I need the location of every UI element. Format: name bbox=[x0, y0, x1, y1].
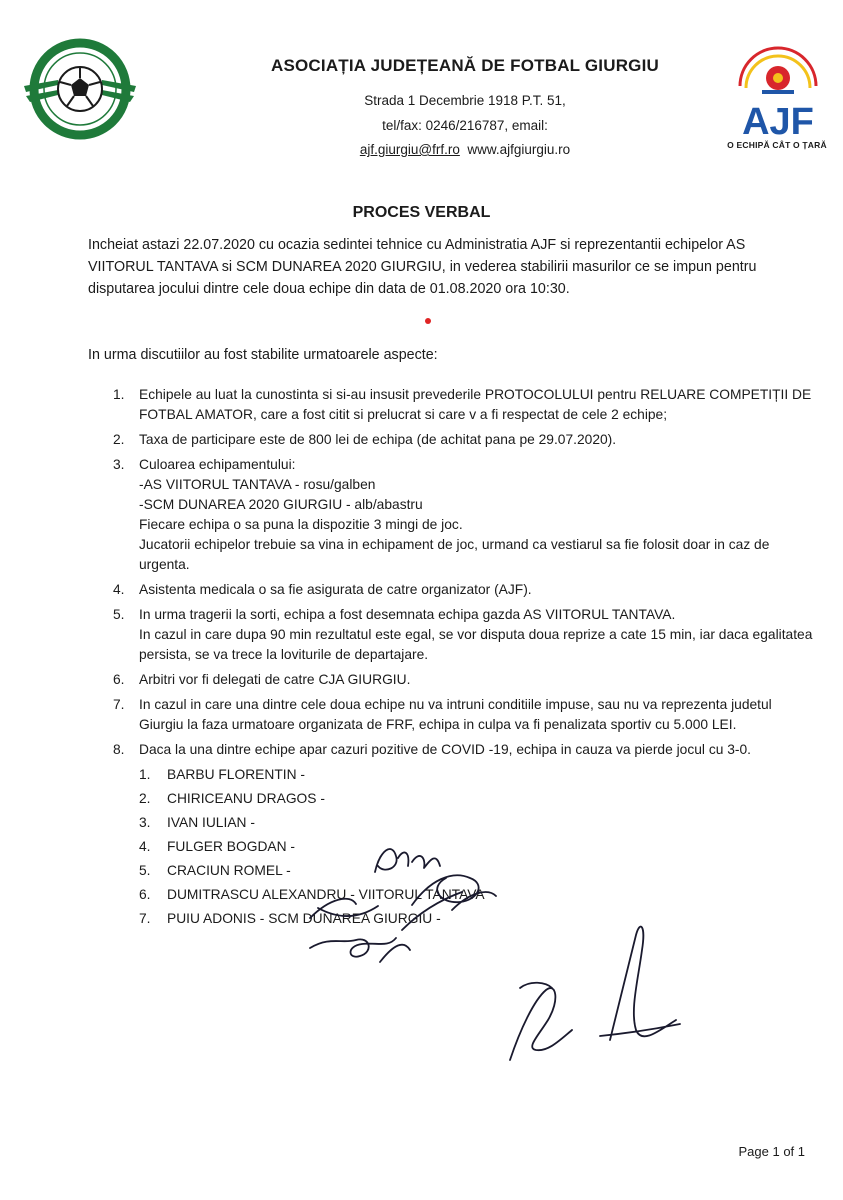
list-item: 4. Asistenta medicala o sa fie asigurata de catre organizator (AJF). bbox=[113, 582, 532, 597]
intro-paragraph: Incheiat astazi 22.07.2020 cu ocazia sedintei tehnice cu Administratia AJF si reprezentantii echipelor AS VIITORUL TANTAVA si SCM DUNAREA 2020 GIURGIU, in vederea stabilirii masurilor ce se impun pentru disputarea jocului dintre cele doua echipe din data de 01.08.2020 ora 10:30. bbox=[88, 237, 757, 297]
participant-row: 1. BARBU FLORENTIN - bbox=[139, 767, 305, 782]
participant-row: 7. PUIU ADONIS - SCM DUNAREA GIURGIU - bbox=[139, 911, 441, 926]
participant-name: CHIRICEANU DRAGOS - bbox=[167, 791, 325, 806]
participant-name: CRACIUN ROMEL - bbox=[167, 863, 291, 878]
email-link[interactable]: ajf.giurgiu@frf.ro bbox=[359, 142, 460, 157]
signature-4 bbox=[310, 938, 410, 962]
participant-name: PUIU ADONIS - SCM DUNAREA GIURGIU - bbox=[167, 911, 441, 926]
federation-crest-logo bbox=[20, 38, 140, 140]
lead-paragraph: In urma discutiilor au fost stabilite urmatoarele aspecte: bbox=[88, 347, 438, 363]
participant-name: FULGER BOGDAN - bbox=[167, 839, 296, 854]
list-item: 3. Culoarea echipamentului: -AS VIITORUL TANTAVA - rosu/galben -SCM DUNAREA 2020 GIURGIU - alb/abastru Fiecare echipa o sa puna la dispozitie 3 mingi de joc. Jucatorii echipelor trebuie sa vina in echipament de joc, urmand ca vestiarul sa fie folosit doar in caz de urgenta. bbox=[113, 455, 813, 575]
page-number: Page 1 of 1 bbox=[738, 1144, 805, 1159]
ajf-logo-text: AJF bbox=[742, 101, 814, 143]
participant-row: 2. CHIRICEANU DRAGOS - bbox=[139, 791, 325, 806]
ajf-slogan: O ECHIPĂ CÂT O ȚARĂ bbox=[727, 140, 827, 150]
document-title: PROCES VERBAL bbox=[352, 204, 491, 221]
item-text: Asistenta medicala o sa fie asigurata de catre organizator (AJF). bbox=[139, 582, 532, 597]
list-item: 6. Arbitri vor fi delegati de catre CJA GIURGIU. bbox=[113, 672, 411, 687]
item-text: Jucatorii echipelor trebuie sa vina in echipament de joc, urmand ca vestiarul sa fie folosit doar in caz de urgenta. bbox=[139, 537, 770, 572]
item-text: Fiecare echipa o sa puna la dispozitie 3 mingi de joc. bbox=[139, 517, 463, 532]
participant-row: 3. IVAN IULIAN - bbox=[139, 815, 255, 830]
item-text: In urma tragerii la sorti, echipa a fost desemnata echipa gazda AS VIITORUL TANTAVA. bbox=[139, 607, 676, 622]
signature-5 bbox=[510, 988, 572, 1060]
item-text: -AS VIITORUL TANTAVA - rosu/galben bbox=[139, 477, 376, 492]
item-text: Culoarea echipamentului: bbox=[139, 457, 296, 472]
participant-row: 5. CRACIUN ROMEL - bbox=[139, 863, 291, 878]
signature-6 bbox=[600, 927, 680, 1040]
association-address: Strada 1 Decembrie 1918 P.T. 51, bbox=[364, 93, 566, 108]
participant-name: DUMITRASCU ALEXANDRU - VIITORUL TANTAVA bbox=[167, 887, 485, 902]
participant-name: BARBU FLORENTIN - bbox=[167, 767, 305, 782]
association-web-contact bbox=[250, 142, 680, 157]
association-title: ASOCIAȚIA JUDEȚEANĂ DE FOTBAL GIURGIU bbox=[270, 56, 660, 75]
participant-row: 6. DUMITRASCU ALEXANDRU - VIITORUL TANTAVA bbox=[139, 887, 485, 902]
list-item: 2. Taxa de participare este de 800 lei de echipa (de achitat pana pe 29.07.2020). bbox=[113, 432, 617, 447]
website-link[interactable]: www.ajfgiurgiu.ro bbox=[467, 142, 571, 157]
red-ink-mark bbox=[425, 318, 431, 324]
item-text: Echipele au luat la cunostinta si si-au insusit prevederile PROTOCOLULUI pentru RELUARE COMPETIȚII DE FOTBAL AMATOR, care a fost citit si prelucrat si care v a fi respectat de cele 2 echipe; bbox=[139, 387, 812, 422]
item-text: Daca la una dintre echipe apar cazuri pozitive de COVID -19, echipa in cauza va pierde jocul cu 3-0. bbox=[139, 742, 752, 757]
association-contact: tel/fax: 0246/216787, email: bbox=[382, 118, 548, 133]
ajf-brand-logo bbox=[726, 38, 830, 156]
item-text: In cazul in care dupa 90 min rezultatul este egal, se vor disputa doua reprize a cate 15 min, iar daca egalitatea persista, se va trece la loviturile de departajare. bbox=[139, 627, 813, 662]
item-text: Taxa de participare este de 800 lei de echipa (de achitat pana pe 29.07.2020). bbox=[139, 432, 617, 447]
signature-7 bbox=[520, 983, 552, 988]
list-item: 1. Echipele au luat la cunostinta si si-au insusit prevederile PROTOCOLULUI pentru RELUARE COMPETIȚII DE FOTBAL AMATOR, care a fost citit si prelucrat si care v a fi respectat de cele 2 echipe; bbox=[113, 387, 812, 422]
participant-row: 4. FULGER BOGDAN - bbox=[139, 839, 296, 854]
list-item: 7. In cazul in care una dintre cele doua echipe nu va intruni conditiile impuse, sau nu va reprezenta judetul Giurgiu la faza urmatoare organizata de FRF, echipa in culpa va fi penalizata sportiv cu 5.000 LEI. bbox=[113, 697, 772, 732]
item-text: In cazul in care una dintre cele doua echipe nu va intruni conditiile impuse, sau nu va reprezenta judetul Giurgiu la faza urmatoare organizata de FRF, echipa in culpa va fi penalizata sportiv cu 5.000 LEI. bbox=[139, 697, 772, 732]
decisions-list bbox=[113, 385, 813, 937]
participants-list bbox=[139, 764, 813, 932]
item-text: -SCM DUNAREA 2020 GIURGIU - alb/abastru bbox=[139, 497, 423, 512]
participant-name: IVAN IULIAN - bbox=[167, 815, 255, 830]
list-item: 5. In urma tragerii la sorti, echipa a fost desemnata echipa gazda AS VIITORUL TANTAVA. In cazul in care dupa 90 min rezultatul este egal, se vor disputa doua reprize a cate 15 min, iar daca egalitatea persista, se va trece la loviturile de departajare. bbox=[113, 605, 813, 665]
item-text: Arbitri vor fi delegati de catre CJA GIURGIU. bbox=[139, 672, 411, 687]
list-item: 8. Daca la una dintre echipe apar cazuri pozitive de COVID -19, echipa in cauza va pierde jocul cu 3-0. 1. BARBU FLORENTIN - 2. CHIRICEANU DRAGOS - 3. IVAN IULIAN - 4. FULGER BOGDAN - 5. CRACIUN ROMEL - 6. DUMITRASCU ALEXANDRU - VIITORUL TANTAVA 7. PUIU ADONIS - SCM DUNAREA GIURGIU - bbox=[113, 740, 813, 932]
